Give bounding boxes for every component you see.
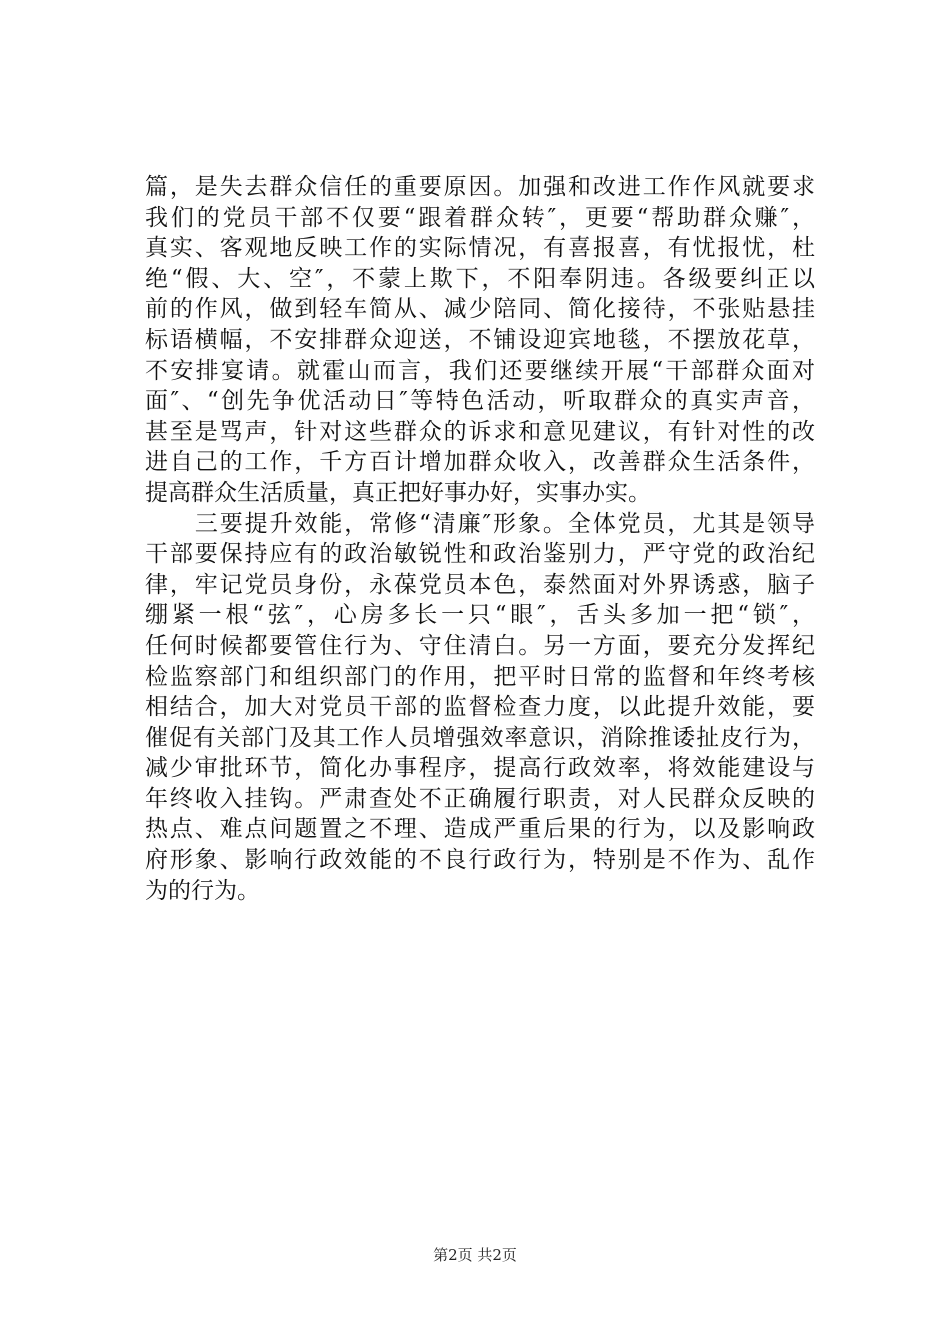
text-line: 为的行为。: [145, 877, 260, 904]
text-line: 篇，是失去群众信任的重要原因。加强和改进工作作风就要求: [145, 174, 815, 200]
text-line: 相结合，加大对党员干部的监督检查力度，以此提升效能，要: [145, 694, 815, 721]
text-line: 进自己的工作，千方百计增加群众收入，改善群众生活条件，: [145, 449, 815, 476]
text-line: 任何时候都要管住行为、守住清白。另一方面，要充分发挥纪: [145, 632, 815, 659]
page-footer: 第2页 共2页: [433, 1246, 517, 1264]
text-line: 三要提升效能，常修“清廉″形象。全体党员，尤其是领导: [145, 510, 815, 537]
text-line: 干部要保持应有的政治敏锐性和政治鉴别力，严守党的政治纪: [145, 541, 815, 568]
text-line: 绝“假、大、空″，不蒙上欺下，不阳奉阴违。各级要纠正以: [145, 265, 815, 292]
text-line: 面″、“创先争优活动日″等特色活动，听取群众的真实声音，: [145, 388, 815, 415]
text-line: 年终收入挂钩。严肃查处不正确履行职责，对人民群众反映的: [145, 785, 815, 812]
text-line: 真实、客观地反映工作的实际情况，有喜报喜，有忧报忧，杜: [145, 235, 815, 262]
text-line: 检监察部门和组织部门的作用，把平时日常的监督和年终考核: [145, 663, 815, 690]
text-line: 催促有关部门及其工作人员增强效率意识，消除推诿扯皮行为，: [145, 724, 815, 751]
text-line: 前的作风，做到轻车简从、减少陪同、简化接待，不张贴悬挂: [145, 296, 815, 323]
text-line: 不安排宴请。就霍山而言，我们还要继续开展“干部群众面对: [145, 357, 815, 384]
paragraph-2: [145, 509, 815, 907]
text-line: 府形象、影响行政效能的不良行政行为，特别是不作为、乱作: [145, 847, 815, 874]
text-line: 我们的党员干部不仅要“跟着群众转″，更要“帮助群众赚″，: [145, 204, 815, 231]
text-line: 甚至是骂声，针对这些群众的诉求和意见建议，有针对性的改: [145, 418, 815, 445]
document-body: [145, 172, 815, 906]
text-line: 提高群众生活质量，真正把好事办好，实事办实。: [145, 479, 651, 506]
text-line: 标语横幅，不安排群众迎送，不铺设迎宾地毯，不摆放花草，: [145, 326, 815, 353]
paragraph-1: [145, 172, 815, 509]
text-line: 绷紧一根“弦″，心房多长一只“眼″，舌头多加一把“锁″，: [145, 602, 815, 629]
text-line: 律，牢记党员身份，永葆党员本色，泰然面对外界诱惑，脑子: [145, 571, 815, 598]
text-line: 减少审批环节，简化办事程序，提高行政效率，将效能建设与: [145, 755, 815, 782]
text-line: 热点、难点问题置之不理、造成严重后果的行为，以及影响政: [145, 816, 815, 843]
